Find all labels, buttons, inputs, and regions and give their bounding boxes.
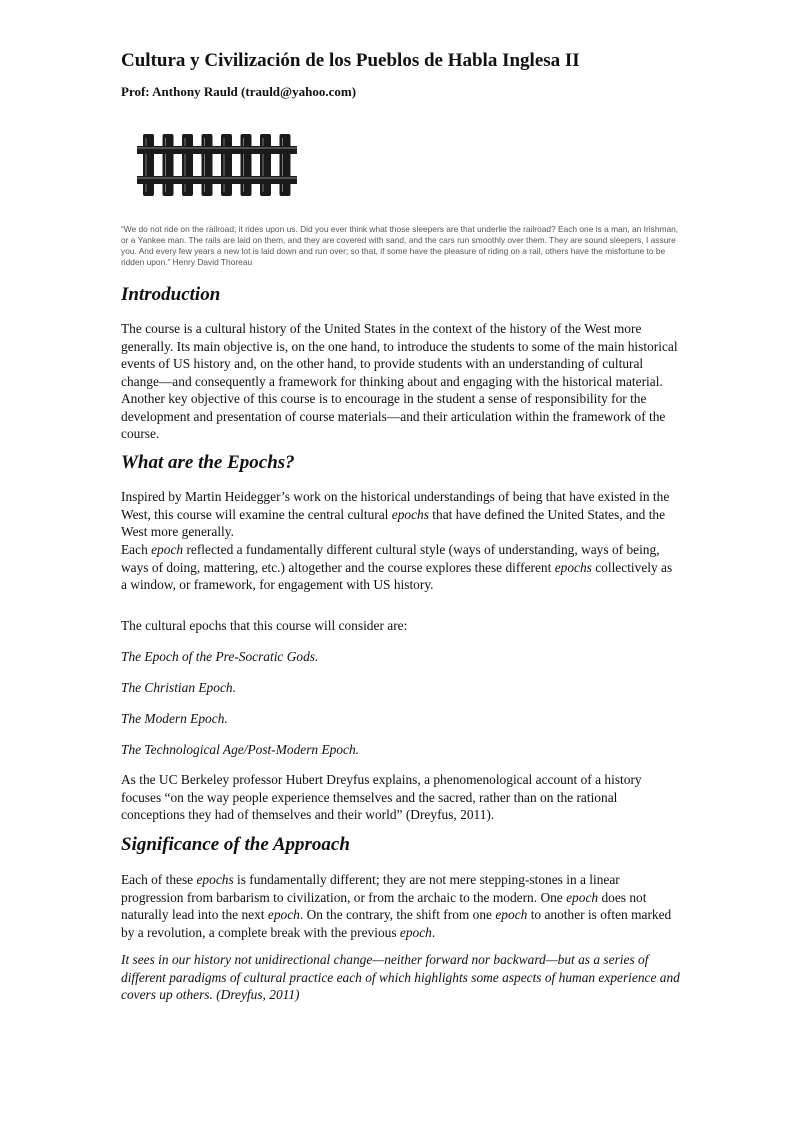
emphasis: epoch — [399, 924, 432, 940]
introduction-paragraph: The course is a cultural history of the United States in the context of the history of the West more generally. Its main objective is, on the one hand, to introduce the students to some of the main historical events of US history and, on the other hand, to provide students with an understanding of cultural change—and consequently a framework for thinking about and engaging with the historical material. Another key objective of this course is to encourage in the student a sense of responsibility for the development and presentation of course materials—and their articulation within the framework of the course. — [121, 321, 678, 441]
text-run: . On the contrary, the shift from one — [299, 907, 496, 922]
emphasis: epochs — [196, 872, 234, 887]
track-sleeper — [182, 134, 193, 196]
text-run: reflected a fundamentally different cultural style (ways of understanding, ways of being, ways of doing, mattering, etc.) altogether and the course explores these different — [121, 542, 660, 575]
emphasis: epoch — [495, 907, 528, 922]
emphasis: epoch — [566, 889, 599, 905]
text-run: Each — [121, 542, 152, 557]
epoch-list-item: The Christian Epoch. — [121, 680, 236, 695]
track-sleeper — [260, 134, 271, 196]
track-sleeper — [241, 134, 252, 196]
track-sleeper — [163, 134, 174, 196]
emphasis: epoch — [151, 542, 184, 557]
text-run: Inspired by Martin Heidegger’s work on the historical understandings of being that have existed in the West, this course will examine the central cultural — [121, 489, 670, 522]
track-rail — [137, 176, 297, 184]
professor-line: Prof: Anthony Rauld (trauld@yahoo.com) — [121, 84, 357, 99]
heading-significance: Significance of the Approach — [121, 834, 350, 855]
epoch-list-item: The Modern Epoch. — [121, 711, 228, 726]
railroad-track-icon — [137, 132, 297, 198]
track-rail — [137, 146, 297, 154]
emphasis: epochs — [554, 559, 592, 575]
track-sleeper — [221, 134, 232, 196]
epochs-paragraph-1 — [121, 488, 681, 541]
epochs-paragraph-3: The cultural epochs that this course will consider are: — [121, 618, 408, 633]
text-run: to another is often marked by a revolution, a complete break with the previous — [121, 907, 672, 940]
epoch-list-item: The Epoch of the Pre-Socratic Gods. — [121, 649, 319, 664]
text-run: does not naturally lead into the next — [121, 889, 647, 922]
emphasis: epoch — [267, 907, 300, 922]
emphasis: epochs — [391, 506, 429, 522]
significance-paragraph — [121, 871, 681, 941]
track-sleeper — [143, 134, 154, 196]
epoch-list-item: The Technological Age/Post-Modern Epoch. — [121, 742, 360, 757]
text-run: is fundamentally different; they are not mere stepping-stones in a linear progression from barbarism to civilization, or from the archaic to the modern. One — [121, 872, 620, 905]
track-sleeper — [202, 134, 213, 196]
text-run: collectively as a window, or framework, for engagement with US history. — [121, 559, 673, 592]
document-title: Cultura y Civilización de los Pueblos de Habla Inglesa II — [121, 50, 580, 71]
dreyfus-quote: It sees in our history not unidirectional change—neither forward nor backward—but as a series of different paradigms of cultural practice each of which highlights some aspects of human experience and covers up others. (Dreyfus, 2011) — [121, 952, 680, 1002]
thoreau-quote: “We do not ride on the railroad; it rides upon us. Did you ever think what those sleepers are that underlie the railroad? Each one is a man, an Irishman, or a Yankee man. The rails are laid on them, and they are covered with sand, and the cars run smoothly over them. They are sound sleepers, I assure you. And every few years a new lot is laid down and run over; so that, if some have the pleasure of riding on a rail, others have the misfortune to be ridden upon.” Henry David Thoreau — [121, 224, 679, 267]
epochs-paragraph-4: As the UC Berkeley professor Hubert Dreyfus explains, a phenomenological account of a history focuses “on the way people experience themselves and the sacred, rather than on the rational conceptions they had of themselves and their world” (Dreyfus, 2011). — [121, 772, 642, 822]
heading-introduction: Introduction — [121, 284, 221, 305]
epochs-paragraph-2 — [121, 541, 681, 594]
text-run: that have defined the United States, and the West more generally. — [121, 506, 666, 539]
text-run: Each of these — [121, 872, 197, 887]
heading-epochs: What are the Epochs? — [121, 452, 295, 473]
text-run: . — [431, 924, 436, 940]
track-sleeper — [280, 134, 291, 196]
